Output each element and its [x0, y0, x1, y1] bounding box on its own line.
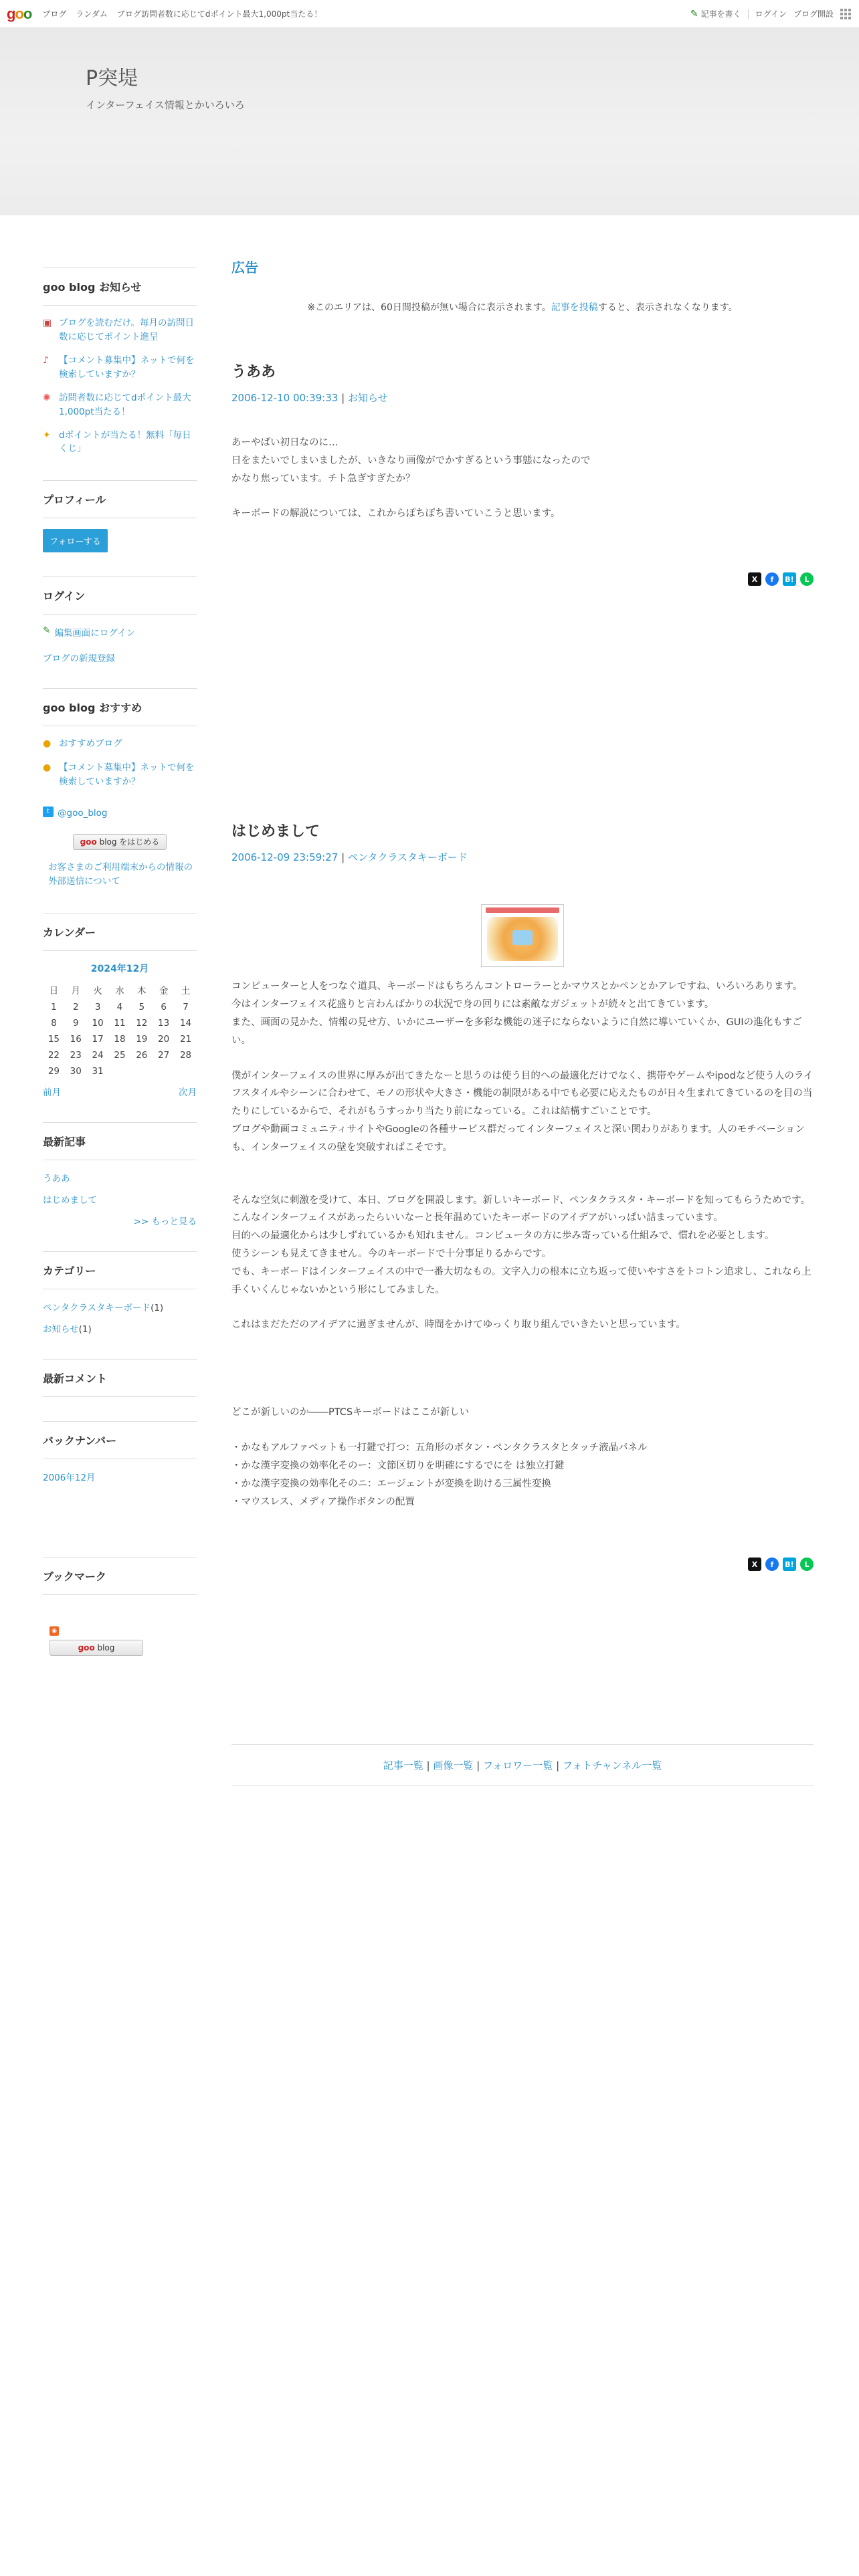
entry-paragraph: 僕がインターフェイスの世界に厚みが出てきたなーと思うのは使う目的への最適化だけでなく、携帯やゲームやipodなど使う人のライフスタイルやシーンに合わせて、モノの形状や大きさ・機能の制限がある中でも必要に応えたものが日々生まれてきているのを目の当たりにしているからで、それがもうすっかり当たり前になっている。これは結構すごいことです。 [231, 1070, 814, 1117]
weekday: 木 [137, 985, 147, 996]
goo-logo: goo [78, 1642, 95, 1652]
calendar-day: 30 [70, 1065, 82, 1077]
line-share-icon[interactable]: L [800, 572, 814, 586]
blog-entry [231, 360, 814, 586]
prev-month-link[interactable]: 前月 [43, 1087, 61, 1098]
calendar-day: 21 [179, 1033, 192, 1045]
entry-paragraph: ブログや動画コミュニティサイトやGoogleの各種サービス群だってインターフェイスと深い関わりがあります。人のモチベーションも、インターフェイスの壁を突破すればこそです。 [231, 1123, 805, 1153]
calendar-day: 26 [136, 1049, 148, 1061]
photo-channel-link[interactable]: フォトチャンネル一覧 [562, 1759, 662, 1772]
start-label: blog をはじめる [99, 837, 160, 847]
pencil-icon: ✎ [690, 8, 698, 19]
external-transmission-link[interactable]: お客さまのご利用端末からの情報の外部送信について [48, 861, 193, 887]
weekday: 金 [159, 985, 169, 996]
section-heading: 最新記事 [43, 1122, 197, 1160]
share-buttons [231, 1558, 814, 1571]
x-share-icon[interactable]: X [748, 1558, 761, 1571]
calendar-day: 5 [138, 1001, 145, 1012]
entry-paragraph: ・かな漢字変換の効率化そのニ：エージェントが変換を助ける三属性変換 [231, 1478, 551, 1489]
facebook-share-icon[interactable]: f [765, 572, 779, 586]
calendar-day: 16 [70, 1033, 82, 1045]
notice-section [43, 267, 197, 456]
twitter-link[interactable]: @goo_blog [58, 807, 108, 819]
calendar-day: 11 [114, 1017, 126, 1029]
logo-letter: o [23, 5, 32, 22]
ad-heading: 広告 [231, 259, 258, 276]
entry-paragraph: こんなインターフェイスがあったらいいなーと長年温めていたキーボードのアイデアがいっぱい詰まっています。 [231, 1212, 723, 1224]
calendar-day [130, 1063, 153, 1079]
entry-meta [231, 391, 814, 405]
notice-item[interactable] [43, 391, 197, 419]
entry-paragraph: あーやばい初日なのに… [231, 437, 339, 448]
entry-paragraph: 目的への最適化からは少しずれているかも知れません。コンピュータの方に歩み寄っている仕組みで、慣れを必要とします。 [231, 1230, 775, 1242]
entry-category[interactable]: ペンタクラスタキーボード [347, 851, 468, 864]
blog-title[interactable]: P突堤 [86, 67, 138, 90]
open-blog-link[interactable]: ブログ開設 [793, 9, 834, 19]
bulb-icon: ● [43, 738, 52, 750]
separator: | [341, 851, 345, 864]
followers-link[interactable]: フォロワー一覧 [483, 1759, 553, 1772]
goo-logo[interactable] [7, 5, 31, 23]
entry-body [231, 978, 814, 1511]
ad-note [231, 300, 814, 314]
top-right [690, 8, 851, 19]
blog-description: インターフェイス情報とかいろいろ [86, 99, 245, 111]
keyboard-image[interactable] [481, 904, 564, 967]
calendar-week [43, 1047, 197, 1063]
facebook-share-icon[interactable]: f [765, 1558, 779, 1571]
calendar-day: 22 [47, 1049, 60, 1061]
stamp-icon: ▣ [43, 318, 52, 328]
calendar-weekdays [43, 980, 197, 999]
section-heading: goo blog おすすめ [43, 688, 197, 726]
calendar-day: 10 [92, 1017, 104, 1029]
line-share-icon[interactable]: L [800, 1558, 814, 1571]
entry-paragraph: かなり焦っています。チト急ぎすぎたか？ [231, 473, 415, 484]
entry-paragraph: キーボードの解説については、これからぽちぽち書いていこうと思います。 [231, 508, 561, 520]
footer-links [231, 1744, 814, 1786]
entry-title[interactable]: うああ [231, 364, 276, 381]
entry-body [231, 434, 814, 523]
ad-note-text: ※このエリアは、60日間投稿が無い場合に表示されます。 [307, 302, 551, 313]
backnumber-link[interactable]: 2006年12月 [43, 1472, 96, 1483]
weekday: 火 [93, 985, 102, 996]
section-heading: プロフィール [43, 480, 197, 518]
sidebar [43, 267, 197, 1680]
goo-blog-banner[interactable] [50, 1640, 143, 1656]
calendar-week [43, 1015, 197, 1031]
rss-icon[interactable]: ◉ [43, 1624, 197, 1636]
calendar-month[interactable]: 2024年12月 [90, 963, 149, 974]
pencil-icon: ✎ [43, 625, 51, 637]
calendar-day: 2 [72, 1001, 79, 1012]
calendar-day: 4 [116, 1001, 123, 1012]
separator: | [426, 1759, 430, 1772]
nav-campaign[interactable]: ブログ訪問者数に応じてdポイント最大1,000pt当たる！ [116, 9, 322, 19]
weekday: 土 [181, 985, 191, 996]
calendar-day: 20 [158, 1033, 170, 1045]
notice-item[interactable] [43, 354, 197, 382]
entry-paragraph: そんな空気に刺激を受けて、本日、ブログを開設します。新しいキーボード、ペンタクラスタ・キーボードを知ってもらうためです。 [231, 1194, 811, 1206]
calendar-day: 12 [136, 1017, 148, 1029]
entry-paragraph: コンピューターと人をつなぐ道具、キーボードはもちろんコントローラーとかマウスとかペンとかアレですね、いろいろあります。 [231, 981, 803, 992]
category-count: (1) [151, 1302, 164, 1313]
entry-paragraph: ・かな漢字変換の効率化そのー：文節区切りを明確にするでにを は独立打鍵 [231, 1460, 565, 1471]
twitter-icon: t [43, 807, 54, 817]
section-heading: ログイン [43, 576, 197, 615]
logo-letter: g [7, 5, 15, 22]
category-item [43, 1321, 197, 1335]
calendar-day: 7 [183, 1001, 189, 1012]
notice-link[interactable]: dポイントが当たる！無料「毎日くじ」 [59, 429, 191, 455]
more-link[interactable]: >> もっと見る [133, 1216, 197, 1227]
calendar-day: 6 [161, 1001, 167, 1012]
calendar-day: 3 [94, 1001, 101, 1012]
section-heading: カレンダー [43, 913, 197, 951]
hatena-bookmark-icon[interactable]: B! [783, 1558, 796, 1571]
ad-note-text: すると、表示されなくなります。 [597, 302, 738, 313]
calendar-day: 23 [70, 1049, 82, 1061]
logo-letter: o [15, 5, 23, 22]
top-nav [42, 8, 322, 19]
recommend-item[interactable] [43, 737, 197, 752]
weekday: 水 [115, 985, 124, 996]
blog-entry [231, 820, 814, 1571]
top-bar [0, 0, 859, 28]
calendar-day: 9 [72, 1017, 79, 1029]
sparkle-icon: ✺ [43, 392, 51, 403]
recent-post-link[interactable]: はじめまして [43, 1194, 97, 1206]
weekday: 日 [49, 985, 59, 996]
calendar-day: 19 [136, 1033, 148, 1045]
category-link[interactable]: ペンタクラスタキーボード [43, 1302, 151, 1313]
calendar-day: 15 [47, 1033, 60, 1045]
calendar-nav [43, 1085, 197, 1098]
recommend-item[interactable] [43, 761, 197, 789]
login-link[interactable]: ログイン [755, 9, 787, 19]
notice-link[interactable]: 【コメント募集中】ネットで何を検索していますか？ [59, 354, 195, 380]
weekday: 月 [71, 985, 81, 996]
calendar-day [175, 1063, 197, 1079]
all-images-link[interactable]: 画像一覧 [433, 1759, 474, 1772]
calendar-day: 14 [179, 1017, 192, 1029]
section-heading: バックナンバー [43, 1421, 197, 1459]
category-item [43, 1300, 197, 1313]
goo-logo: goo [80, 837, 97, 847]
entry-paragraph: でも、キーボードはインターフェイスの中で一番大切なもの。文字入力の根本に立ち返って使いやすさをトコトン追求し、これなら上手くいくんじゃないかという形にしてみました。 [231, 1266, 812, 1295]
calendar-day: 13 [158, 1017, 170, 1029]
recommend-section [43, 688, 197, 888]
entry-paragraph: どこが新しいのか――PTCSキーボードはここが新しい [231, 1407, 470, 1418]
x-share-icon[interactable]: X [748, 572, 761, 586]
edit-login-link[interactable] [43, 625, 197, 639]
star-icon: ✦ [43, 429, 51, 441]
calendar-day: 24 [92, 1049, 104, 1061]
entry-paragraph: 日をまたいでしまいましたが、いきなり画像がでかすぎるという事態になったので [231, 455, 591, 466]
category-link[interactable]: お知らせ [43, 1323, 79, 1335]
edit-login-label[interactable]: 編集画面にログイン [54, 628, 136, 639]
calendar-day: 28 [179, 1049, 192, 1061]
entry-category[interactable]: お知らせ [347, 392, 388, 404]
calendar-week [43, 1031, 197, 1047]
calendar-day [109, 1063, 131, 1079]
post-article-link[interactable]: 記事を投稿 [551, 302, 598, 313]
calendar-day: 31 [92, 1065, 104, 1077]
calendar-day: 1 [51, 1001, 57, 1012]
bookmark-section [43, 1557, 197, 1656]
calendar-day: 25 [114, 1049, 126, 1061]
recommend-link[interactable]: おすすめブログ [59, 738, 122, 750]
category-count: (1) [78, 1323, 92, 1335]
notice-link[interactable]: ブログを読むだけ。毎月の訪問日数に応じてポイント進呈 [59, 318, 194, 342]
calendar-day: 17 [92, 1033, 104, 1045]
recent-comments-section [43, 1359, 197, 1397]
calendar-day: 27 [158, 1049, 170, 1061]
entry-paragraph: これはまだただのアイデアに過ぎませんが、時間をかけてゆっくり取り組んでいきたいと思っています。 [231, 1319, 686, 1331]
separator: | [556, 1759, 560, 1772]
notice-item[interactable] [43, 316, 197, 344]
entry-paragraph: また、画面の見かた、情報の見せ方、いかにユーザーを多彩な機能の迷子にならないように自然に導いていくか、GUIの進化もすごい。 [231, 1016, 802, 1046]
start-goo-blog-button[interactable] [73, 834, 167, 850]
notice-link[interactable]: 訪問者数に応じてdポイント最大1,000pt当たる！ [59, 392, 191, 417]
category-section [43, 1251, 197, 1335]
nav-random[interactable]: ランダム [76, 9, 108, 19]
share-buttons [231, 572, 814, 586]
main-content [231, 257, 814, 1571]
entry-title[interactable]: はじめまして [231, 823, 320, 841]
recommend-link[interactable]: 【コメント募集中】ネットで何を検索していますか？ [59, 762, 195, 787]
blog-header [0, 28, 859, 215]
new-blog-link[interactable]: ブログの新規登録 [43, 653, 115, 665]
entry-paragraph: ・かなもアルファベットも一打鍵で打つ：五角形のボタン・ペンタクラスタとタッチ液晶パネル [231, 1442, 648, 1454]
section-heading: ブックマーク [43, 1557, 197, 1595]
calendar-week [43, 1063, 197, 1079]
login-section [43, 576, 197, 664]
banner-label: blog [97, 1642, 115, 1652]
calendar-table [43, 980, 197, 1079]
section-heading: goo blog お知らせ [43, 267, 197, 306]
notice-item[interactable] [43, 429, 197, 457]
follow-button[interactable]: フォローする [43, 529, 108, 552]
twitter-item[interactable] [43, 807, 197, 821]
entry-meta [231, 850, 814, 864]
next-month-link[interactable]: 次月 [179, 1087, 197, 1098]
entry-paragraph: ・マウスレス、メディア操作ボタンの配置 [231, 1496, 415, 1507]
separator: | [476, 1759, 480, 1772]
separator: | [341, 392, 345, 404]
nav-blog[interactable]: ブログ [42, 9, 67, 19]
all-articles-link[interactable]: 記事一覧 [383, 1759, 423, 1772]
profile-section [43, 480, 197, 552]
section-heading: 最新コメント [43, 1359, 197, 1397]
menu-grid-icon[interactable] [840, 9, 851, 19]
bulb-icon: ● [43, 762, 52, 774]
backnumber-section [43, 1421, 197, 1483]
calendar-day: 8 [51, 1017, 57, 1029]
calendar-section [43, 913, 197, 1098]
hatena-bookmark-icon[interactable]: B! [783, 572, 796, 586]
entry-paragraph: 今はインターフェイス花盛りと言わんばかりの状況で身の回りには素敵なガジェットが続々と出てきています。 [231, 999, 714, 1010]
music-note-icon: ♪ [43, 354, 49, 366]
calendar-day: 29 [47, 1065, 60, 1077]
calendar-week [43, 999, 197, 1015]
write-article-button[interactable] [690, 8, 741, 19]
recent-post-link[interactable]: うああ [43, 1173, 70, 1184]
calendar-day: 18 [114, 1033, 126, 1045]
entry-date[interactable]: 2006-12-09 23:59:27 [231, 851, 339, 864]
section-heading: カテゴリー [43, 1251, 197, 1289]
write-label: 記事を書く [700, 9, 741, 19]
calendar-day [153, 1063, 175, 1079]
divider [748, 9, 749, 19]
entry-paragraph: 使うシーンも見えてきません。今のキーボードで十分事足りるからです。 [231, 1249, 551, 1259]
entry-date[interactable]: 2006-12-10 00:39:33 [231, 392, 339, 404]
recent-posts-section [43, 1122, 197, 1227]
